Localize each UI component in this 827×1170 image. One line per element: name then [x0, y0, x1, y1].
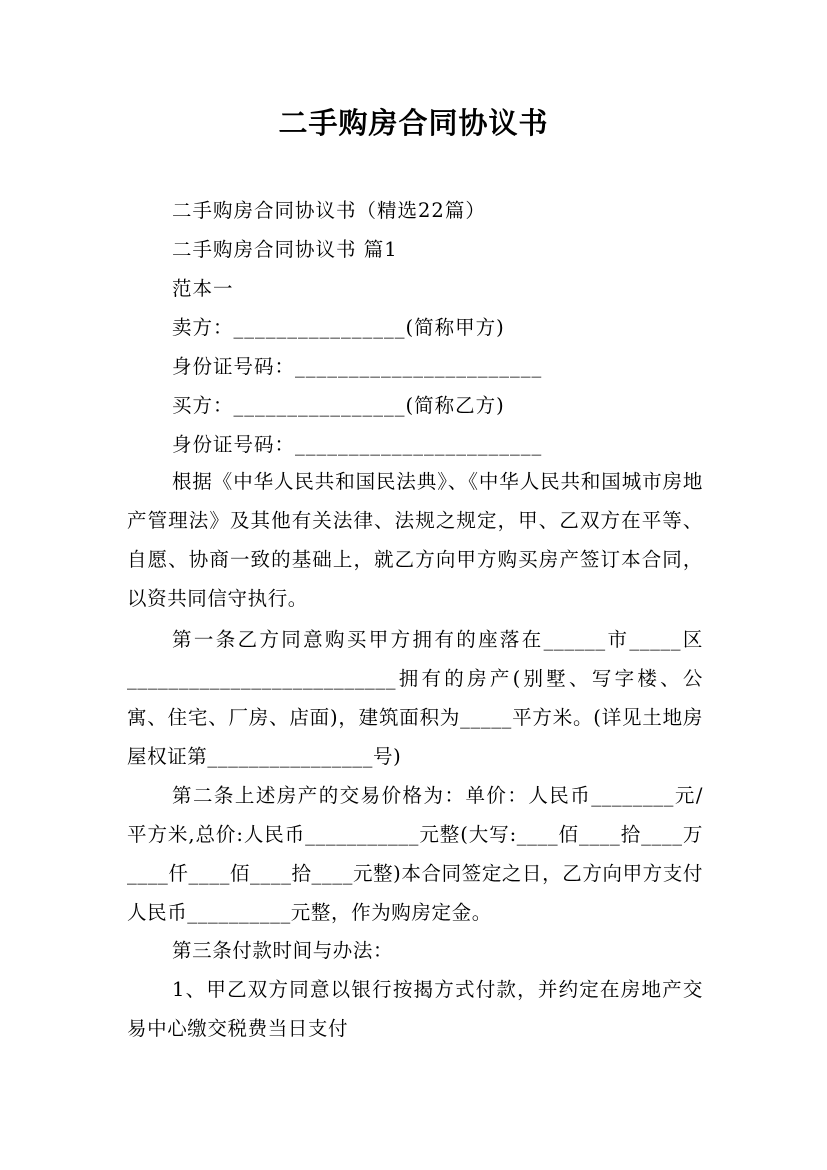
template-label: 范本一 [172, 277, 234, 300]
article-3-heading: 第三条付款时间与办法： [172, 939, 394, 962]
buyer-id-line: 身份证号码：_______________________ [172, 433, 543, 456]
article-1-paragraph: 第一条乙方同意购买甲方拥有的座落在______市_____区__________________________拥有的房产(别墅、写字楼、公寓、住宅、厂房、店面)，建筑面积为_____平方米。(详见土地房屋权证第________________号) [127, 628, 703, 768]
section-heading: 二手购房合同协议书 篇1 [172, 238, 398, 261]
article-3-item-1: 1、甲乙双方同意以银行按揭方式付款，并约定在房地产交易中心缴交税费当日支付 [127, 978, 703, 1040]
article-2-paragraph: 第二条上述房产的交易价格为：单价：人民币________元/平方米,总价:人民币___________元整(大写:____佰____拾____万____仟____佰____拾____元整)本合同签定之日，乙方向甲方支付人民币__________元整，作为购房定金。 [127, 784, 703, 924]
preamble-paragraph: 根据《中华人民共和国民法典》、《中华人民共和国城市房地产管理法》及其他有关法律、法规之规定，甲、乙双方在平等、自愿、协商一致的基础上，就乙方向甲方购买房产签订本合同，以资共同信守执行。 [127, 470, 703, 610]
seller-id-line: 身份证号码：_______________________ [172, 355, 543, 378]
buyer-line: 买方：________________(简称乙方) [172, 394, 505, 417]
document-title: 二手购房合同协议书 [278, 106, 549, 140]
document-subtitle: 二手购房合同协议书（精选22篇） [172, 199, 486, 222]
seller-line: 卖方：________________(简称甲方) [172, 316, 505, 339]
